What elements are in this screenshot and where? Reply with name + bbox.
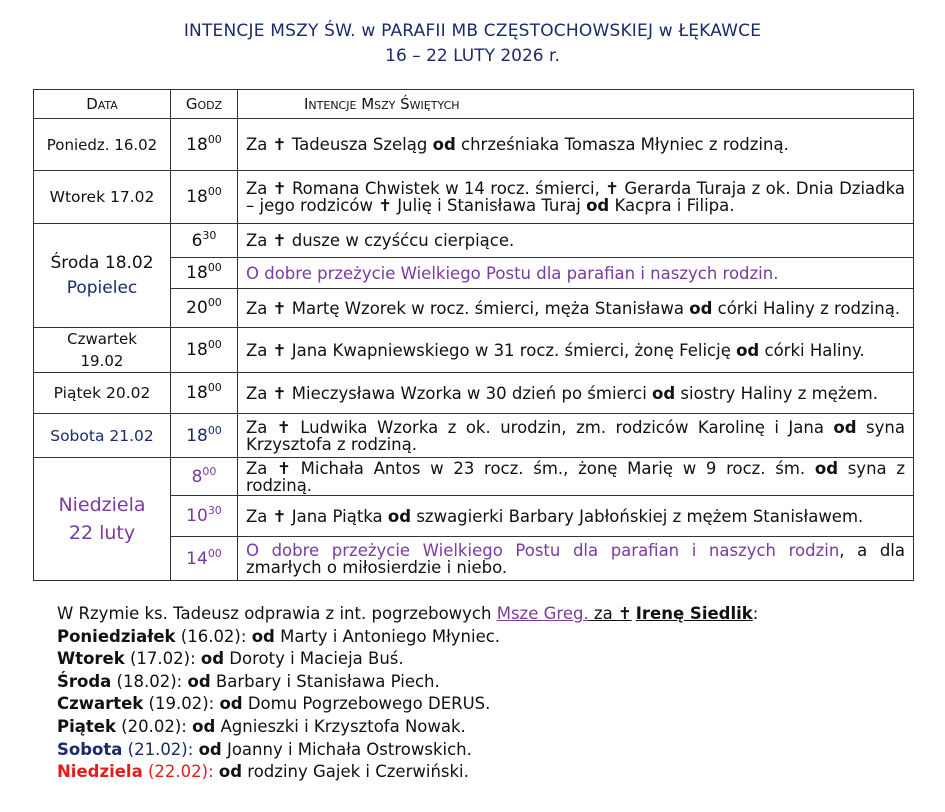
notes-line: Piątek (20.02): od Agnieszki i Krzysztofa Nowak. [57,716,466,736]
table-row [34,224,914,258]
notes-line: Czwartek (19.02): od Domu Pogrzebowego DERUS. [57,694,491,714]
table-row [34,414,914,458]
day-cell: Piątek 20.02 [34,373,171,414]
intention-cell: Za ✝ Mieczysława Wzorka w 30 dzień po śmierci od siostry Haliny z mężem. [238,373,914,414]
cross-icon: ✝ [272,231,287,250]
table-row [34,171,914,224]
header-time: Godz [171,90,238,119]
time-cell: $18^{00}$ [171,414,238,458]
time-cell: $18^{00}$ [171,171,238,224]
intention-cell: Za ✝ Tadeusza Szeląg od chrześniaka Tomasza Młyniec z rodziną. [238,119,914,171]
notes-intro: W Rzymie ks. Tadeusz odprawia z int. pogrzebowych Msze Greg. za ✝ Irenę Siedlik: [57,604,759,623]
cross-icon: ✝ [272,383,287,403]
cross-icon: ✝ [272,179,287,198]
intention-cell: Za ✝ Ludwika Wzorka z ok. urodzin, zm. rodziców Karolinę i Jana od syna Krzysztofa z rodziną. [238,414,914,458]
header-intention: Intencje Mszy Świętych [238,90,914,119]
intention-cell: O dobre przeżycie Wielkiego Postu dla parafian i naszych rodzin, a dla zmarłych o miłosierdzie i niebo. [238,537,914,581]
cross-icon: ✝ [272,340,287,360]
table-row [34,328,914,373]
cross-icon: ✝ [276,417,291,437]
gregorian-masses-notes [57,603,758,784]
intention-cell: Za ✝ Martę Wzorek w rocz. śmierci, męża Stanisława od córki Haliny z rodziną. [238,289,914,328]
cross-icon: ✝ [277,458,291,478]
table-row [34,458,914,496]
time-cell: $6^{30}$ [171,224,238,258]
notes-line: Środa (18.02): od Barbary i Stanisława Piech. [57,671,440,691]
cross-icon: ✝ [605,179,620,198]
time-cell: $18^{00}$ [171,258,238,289]
intention-cell: Za ✝ dusze w czyśćcu cierpiące. [238,224,914,258]
day-cell: Czwartek 19.02 [34,328,171,373]
day-cell: Sobota 21.02 [34,414,171,458]
table-row [34,373,914,414]
cross-icon: ✝ [272,135,287,154]
table-row [34,119,914,171]
intention-cell: O dobre przeżycie Wielkiego Postu dla parafian i naszych rodzin. [238,258,914,289]
intention-cell: Za ✝ Romana Chwistek w 14 rocz. śmierci, ✝ Gerarda Turaja z ok. Dnia Dziadka – jego rodziców ✝ Julię i Stanisława Turaj od Kacpra i Filipa. [238,171,914,224]
time-cell: $18^{00}$ [171,328,238,373]
cross-icon: ✝ [617,604,632,623]
day-cell: Niedziela 22 luty [34,458,171,581]
header-date: Data [34,90,171,119]
time-cell: $20^{00}$ [171,289,238,328]
cross-icon: ✝ [272,298,287,318]
time-cell: $8^{00}$ [171,458,238,496]
intention-cell: Za ✝ Jana Kwapniewskiego w 31 rocz. śmierci, żonę Felicję od córki Haliny. [238,328,914,373]
msze-greg-link: Msze Greg. [496,604,589,623]
time-cell: $18^{00}$ [171,119,238,171]
intention-cell: Za ✝ Jana Piątka od szwagierki Barbary Jabłońskiej z mężem Stanisławem. [238,496,914,537]
day-cell: Środa 18.02 Popielec [34,224,171,328]
time-cell: $14^{00}$ [171,537,238,581]
notes-line: Wtorek (17.02): od Doroty i Macieja Buś. [57,649,404,669]
time-cell: $18^{00}$ [171,373,238,414]
page-dates: 16 – 22 LUTY 2026 r. [385,46,560,66]
day-cell: Poniedz. 16.02 [34,119,171,171]
cross-icon: ✝ [378,196,393,215]
cross-icon: ✝ [272,506,287,526]
time-cell: $10^{30}$ [171,496,238,537]
notes-line: Niedziela (22.02): od rodziny Gajek i Czerwiński. [57,762,469,782]
day-cell: Wtorek 17.02 [34,171,171,224]
intentions-table [33,89,914,581]
notes-line: Sobota (21.02): od Joanny i Michała Ostrowskich. [57,739,472,759]
intention-cell: Za ✝ Michała Antos w 23 rocz. śm., żonę Marię w 9 rocz. śm. od syna z rodziną. [238,458,914,496]
table-header [34,90,914,119]
page-title: INTENCJE MSZY ŚW. w PARAFII MB CZĘSTOCHOWSKIEJ w ŁĘKAWCE [183,21,762,41]
notes-line: Poniedziałek (16.02): od Marty i Antoniego Młyniec. [57,626,501,646]
